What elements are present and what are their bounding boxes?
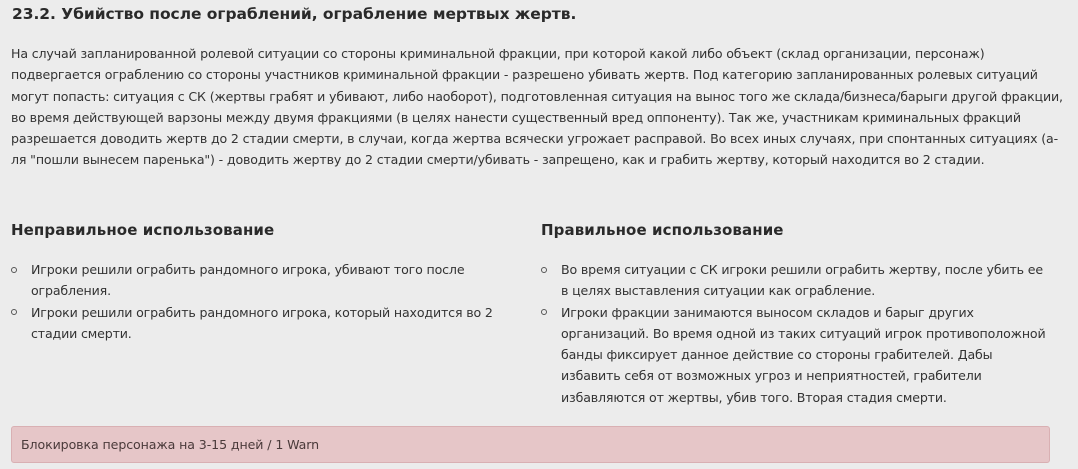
list-item <box>541 259 1051 302</box>
correct-usage-column <box>541 218 1071 408</box>
bullet-circle-icon <box>541 309 547 315</box>
incorrect-usage-list <box>11 259 521 344</box>
list-item <box>11 302 521 345</box>
bullet-circle-icon <box>11 309 17 315</box>
bullet-circle-icon <box>541 267 547 273</box>
bullet-circle-icon <box>11 267 17 273</box>
list-item-text: Игроки решили ограбить рандомного игрока, убивают того после ограбления. <box>31 262 465 299</box>
correct-usage-title: Правильное использование <box>541 221 784 239</box>
section-title: 23.2. Убийство после ограблений, ограбление мертвых жертв. <box>12 5 577 23</box>
section-intro: На случай запланированной ролевой ситуации со стороны криминальной фракции, при которой какой либо объект (склад организации, персонаж) подвергается ограблению со стороны участников криминальной фракции - разрешено убивать жертв. Под категорию запланированных ролевых ситуаций могут попасть: ситуация с СК (жертвы грабят и убивают, либо наоборот), подготовленная ситуация на вынос того же склада/бизнеса/барыги другой фракции, во время действующей варзоны между двумя фракциями (в целях нанести существенный вред оппоненту). Так же, участникам криминальных фракций разрешается доводить жертв до 2 стадии смерти, в случаи, когда жертва всячески угрожает расправой. Во всех иных случаях, при спонтанных ситуациях (а-ля "пошли вынесем паренька") - доводить жертву до 2 стадии смерти/убивать - запрещено, как и грабить жертву, который находится во 2 стадии. <box>11 46 1063 168</box>
list-item-text: Во время ситуации с СК игроки решили ограбить жертву, после убить ее в целях выставления ситуации как ограбление. <box>561 262 1043 299</box>
incorrect-usage-title: Неправильное использование <box>11 221 275 239</box>
incorrect-usage-column <box>11 218 521 344</box>
penalty-notice <box>11 426 1050 463</box>
list-item-text: Игроки решили ограбить рандомного игрока, который находится во 2 стадии смерти. <box>31 304 493 341</box>
list-item <box>11 259 521 302</box>
penalty-text: Блокировка персонажа на 3-15 дней / 1 Warn <box>21 437 320 452</box>
list-item-text: Игроки фракции занимаются выносом складов и барыг других организаций. Во время одной из таких ситуаций игрок противоположной банды фиксирует данное действие со стороны грабителей. Дабы избавить себя от возможных угроз и неприятностей, грабители избавляются от жертвы, убив того. Вторая стадия смерти. <box>561 304 1046 405</box>
list-item <box>541 302 1051 408</box>
correct-usage-list <box>541 259 1071 408</box>
